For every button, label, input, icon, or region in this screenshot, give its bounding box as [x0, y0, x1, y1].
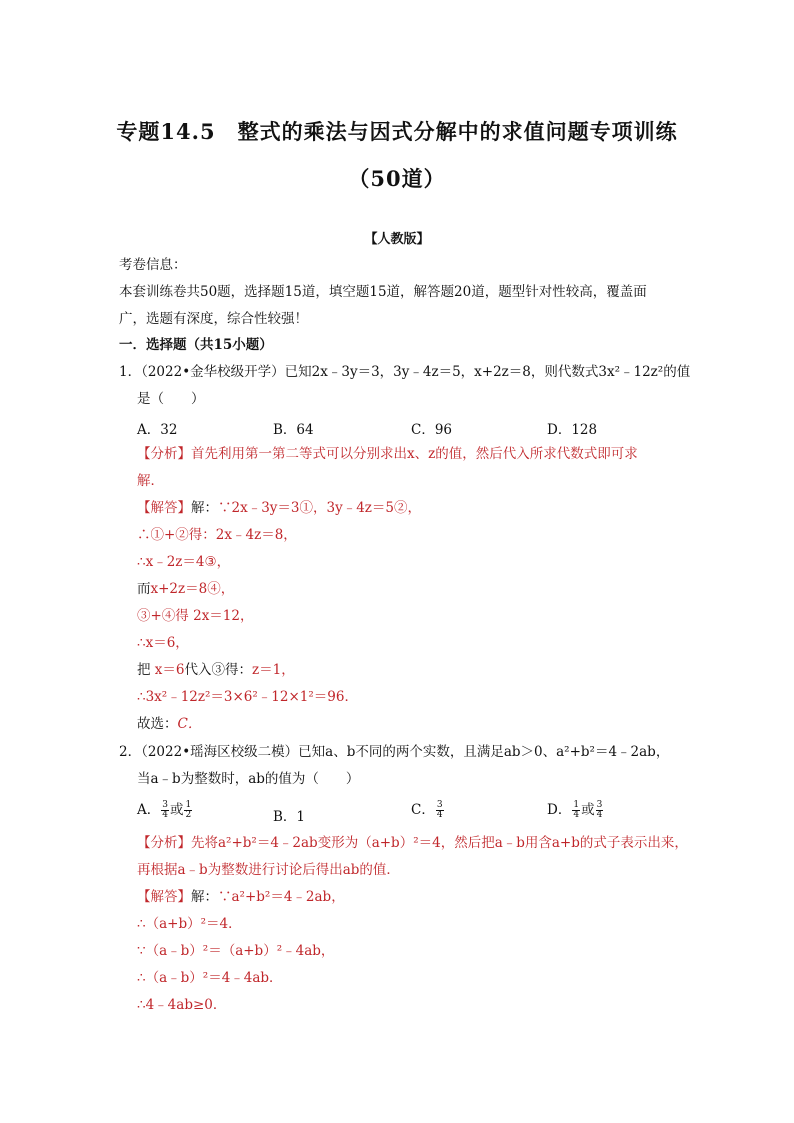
q1-solution-step5 — [137, 607, 254, 625]
q1-solution-step7 — [137, 661, 295, 679]
info-label: 考卷信息： — [119, 257, 187, 273]
fraction-denominator: 4 — [436, 810, 443, 820]
q1-solution-step2: ∴①+②得：2x﹣4z＝8， — [137, 527, 297, 543]
q1-analysis-line2: 解． — [137, 473, 164, 489]
option-prefix: C． — [411, 802, 435, 818]
fraction-numerator: 3 — [596, 800, 603, 810]
step-result: z＝1， — [252, 662, 295, 678]
step-mid: 代入③得： — [184, 662, 252, 678]
q2-solution-step3: ∵（a﹣b）²＝（a+b）²﹣4ab， — [137, 943, 335, 959]
q2-solution-step2: ∴（a+b）²＝4． — [137, 916, 242, 932]
q2-solution-step4: ∴（a﹣b）²＝4﹣4ab． — [137, 970, 283, 986]
analysis-tag: 【分析】 — [137, 835, 191, 851]
step-prefix: 把 — [137, 662, 151, 678]
fraction — [572, 801, 580, 820]
option-or: 或 — [581, 802, 595, 818]
step-text: 2x＝12， — [193, 608, 254, 624]
q2-answer-line — [137, 888, 345, 906]
step-prefix: ③+④得 — [137, 608, 189, 624]
analysis-text: 首先利用第一第二等式可以分别求出x、z的值，然后代入所求代数式即可求 — [191, 446, 638, 462]
q1-solution-step1: ∵2x﹣3y＝3①，3y﹣4z＝5②， — [218, 500, 422, 516]
fraction-denominator: 4 — [573, 810, 580, 820]
fraction-numerator: 1 — [573, 800, 580, 810]
fraction-numerator: 3 — [436, 800, 443, 810]
q2-stem-line2: 当a﹣b为整数时，ab的值为（ ） — [137, 771, 360, 787]
q1-solution-step4 — [137, 580, 234, 598]
q1-solution-step3: ∴x﹣2z＝4③， — [137, 554, 231, 570]
q1-answer-line — [137, 499, 421, 517]
info-line2: 广，选题有深度，综合性较强！ — [119, 311, 308, 327]
q1-analysis-line1 — [137, 445, 638, 463]
fraction-denominator: 4 — [596, 810, 603, 820]
q1-option-d: D．128 — [547, 422, 598, 438]
choice-prefix: 故选： — [137, 716, 178, 732]
q2-analysis-line2: 再根据a﹣b为整数进行讨论后得出ab的值． — [137, 862, 400, 878]
q1-option-c: C．96 — [411, 422, 453, 438]
fraction — [184, 801, 192, 820]
fraction — [161, 801, 169, 820]
fraction-denominator: 4 — [162, 810, 168, 820]
q1-final-choice — [137, 715, 201, 733]
q1-option-b: B．64 — [273, 422, 314, 438]
answer-tag: 【解答】 — [137, 889, 191, 905]
q1-solution-step8: ∴3x²﹣12z²＝3×6²﹣12×1²＝96． — [137, 689, 358, 705]
answer-tag: 【解答】 — [137, 500, 191, 516]
title-line1: 专题14.5 整式的乘法与因式分解中的求值问题专项训练 — [116, 119, 678, 144]
choice-answer: C． — [177, 716, 202, 732]
fraction — [436, 801, 444, 820]
fraction-denominator: 2 — [185, 810, 192, 820]
analysis-text: 先将a²+b²＝4﹣2ab变形为（a+b）²＝4，然后把a﹣b用含a+b的式子表示出来， — [191, 835, 688, 851]
info-line1: 本套训练卷共50题，选择题15道，填空题15道，解答题20道，题型针对性较高，覆盖面 — [119, 284, 647, 300]
step-prefix: 而 — [137, 581, 151, 597]
step-text: x+2z＝8④， — [150, 581, 235, 597]
fraction-numerator: 3 — [162, 800, 168, 810]
step-value: x＝6 — [154, 662, 185, 678]
q2-solution-step1: ∵a²+b²＝4﹣2ab， — [218, 889, 345, 905]
option-or: 或 — [169, 802, 184, 818]
option-prefix: D． — [547, 802, 572, 818]
q1-stem-line1: 1．（2022•金华校级开学）已知2x﹣3y＝3，3y﹣4z＝5，x+2z＝8，则代数式3x²﹣12z²的值 — [119, 364, 691, 380]
fraction-numerator: 1 — [185, 800, 192, 810]
option-prefix: A． — [137, 802, 161, 818]
analysis-tag: 【分析】 — [137, 446, 191, 462]
q2-option-c — [411, 798, 445, 820]
title-line2: （50道） — [348, 166, 446, 191]
q2-stem-line1: 2．（2022•瑶海区校级二模）已知a、b不同的两个实数，且满足ab＞0、a²+b²＝4﹣2ab， — [119, 744, 670, 760]
section-heading: 一．选择题（共15小题） — [119, 337, 273, 353]
q2-option-d — [547, 798, 604, 820]
edition-label: 【人教版】 — [364, 232, 430, 247]
fraction — [596, 801, 604, 820]
q2-solution-step5: ∴4﹣4ab≥0． — [137, 997, 227, 1013]
answer-lead: 解： — [191, 500, 218, 516]
q1-stem-line2: 是（ ） — [137, 391, 205, 407]
q1-option-a: A．32 — [137, 422, 178, 438]
q2-option-a — [137, 798, 193, 820]
q2-option-b: B．1 — [273, 809, 306, 825]
q2-analysis-line1 — [137, 834, 688, 852]
q1-solution-step6: ∴x＝6， — [137, 635, 189, 651]
answer-lead: 解： — [191, 889, 218, 905]
